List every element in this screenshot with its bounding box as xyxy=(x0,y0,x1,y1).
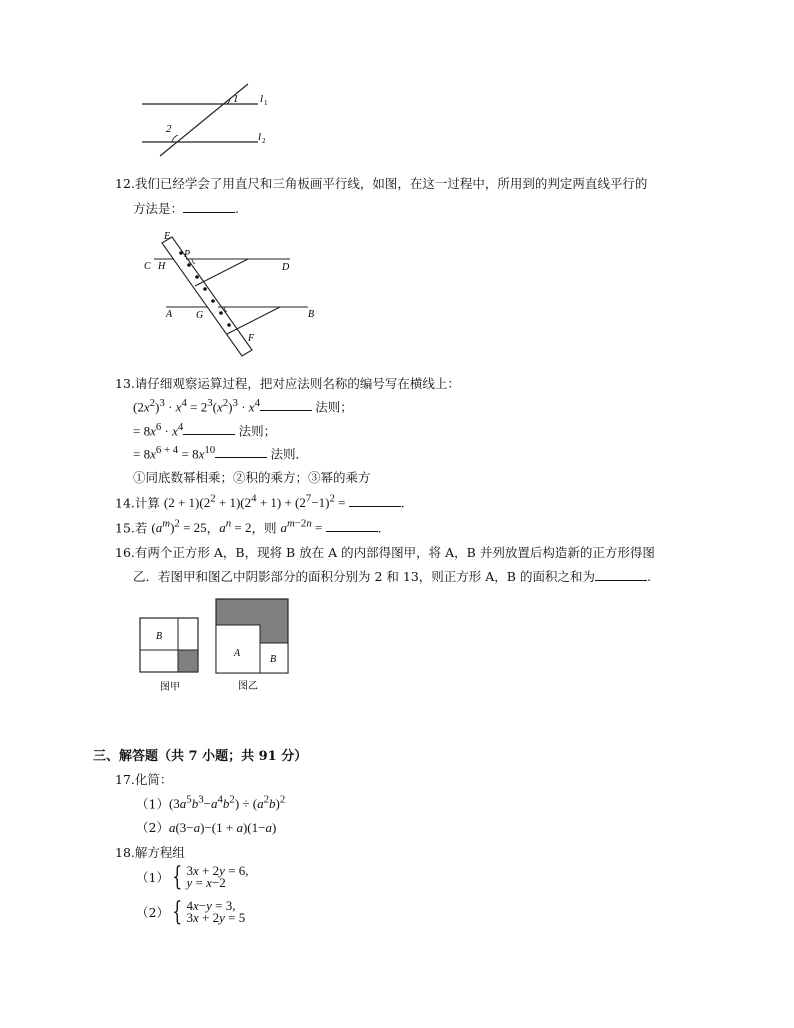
section-3-title: 三、解答题（共 7 小题；共 91 分） xyxy=(93,749,308,764)
point-D-label: D xyxy=(282,262,290,273)
q18-part-1: （1） { 3x + 2y = 6, y = x−2 xyxy=(136,862,249,892)
q17-number: 17. xyxy=(115,772,135,787)
q13-blank-1[interactable] xyxy=(260,399,312,411)
q13-number: 13. xyxy=(115,376,135,391)
q16-line2-suffix: . xyxy=(646,569,651,584)
q12-text-line2 xyxy=(133,199,239,217)
q16-text-line1 xyxy=(115,543,655,561)
q18-part2-label: （2） xyxy=(136,905,169,920)
fig-yi-A-label: A xyxy=(234,648,241,659)
q13-options: ①同底数幂相乘；②积的乘方；③幂的乘方 xyxy=(133,470,371,485)
q17-part2-label: （2） xyxy=(136,820,169,835)
q17-part-2: （2）a(3−a)−(1 + a)(1−a) xyxy=(136,820,277,835)
q13-step-1: $(2x^2)^3 \cdot x^4 = 2^3(x^2)^3 \cdot x^4$ 法则； xyxy=(133,397,353,415)
q17-part-1: $(1)(3a^5b^3-a^4b^2) \div (a^2b)^2$ xyxy=(136,794,286,812)
line-l1-subscript: 1 xyxy=(264,99,268,107)
q16-number: 16. xyxy=(115,545,135,560)
q14-line: 14.计算 $(2 + 1)(2^2 + 1)(2^4 + 1) + (2^7-1)^2$ = . xyxy=(115,493,405,511)
q17-prompt: 化简： xyxy=(134,772,173,787)
q13-step-2: = $8x^6 \cdot x^4$ 法则； xyxy=(133,421,277,439)
parallel-lines-figure xyxy=(130,80,290,160)
figure-jia xyxy=(138,617,202,695)
point-P-label: P xyxy=(184,249,191,260)
point-H-label: H xyxy=(158,261,166,272)
fig-jia-B-label: B xyxy=(156,631,163,642)
q12-line2-suffix: . xyxy=(235,201,239,216)
fig-yi-B-label: B xyxy=(270,654,277,665)
q13-step-3: = $8x^{6 + 4} = 8x^{10}$ 法则． xyxy=(133,444,308,462)
q15-answer-blank[interactable] xyxy=(326,520,378,532)
q13-rule-suffix-2: 法则； xyxy=(238,423,277,439)
q14-number: 14. xyxy=(115,495,135,511)
ruler-triangle-figure xyxy=(140,230,325,360)
q18-number: 18. xyxy=(115,845,135,860)
point-F-label: F xyxy=(248,333,255,344)
fig-jia-caption: 图甲 xyxy=(160,682,180,693)
q18-prompt: 解方程组 xyxy=(134,845,185,860)
q15-comma2: ，则 xyxy=(251,520,277,536)
point-C-label: C xyxy=(144,261,151,272)
q12-line1: 我们已经学会了用直尺和三角板画平行线，如图，在这一过程中，所用到的判定两直线平行的 xyxy=(134,176,648,191)
q13-prompt-line xyxy=(115,374,460,392)
line-l1-label: l xyxy=(260,93,264,105)
q13-rule-suffix-3: 法则． xyxy=(270,446,308,462)
q12-answer-blank[interactable] xyxy=(183,201,235,213)
angle-2-label: 2 xyxy=(166,123,172,135)
angle-1-label: 1 xyxy=(233,93,239,105)
q14-suffix: . xyxy=(400,495,405,511)
line-l2-subscript: 2 xyxy=(262,137,266,145)
figure-yi xyxy=(214,598,294,695)
q16-text-line2 xyxy=(133,567,651,585)
q14-prefix: 计算 xyxy=(134,495,160,511)
q16-answer-blank[interactable] xyxy=(595,569,647,581)
point-B-label: B xyxy=(308,309,315,320)
q18-prompt-line xyxy=(115,843,185,861)
q17-prompt-line xyxy=(115,770,172,788)
q13-blank-3[interactable] xyxy=(215,446,267,458)
q13-blank-2[interactable] xyxy=(183,423,235,435)
q18-part1-label: （1） xyxy=(136,870,169,885)
q12-number: 12. xyxy=(115,176,135,191)
q13-rule-suffix-1: 法则； xyxy=(315,399,353,415)
q18-part-2: （2） { 4x−y = 3, 3x + 2y = 5 xyxy=(136,897,246,927)
point-G-label: G xyxy=(196,310,204,321)
point-A-label: A xyxy=(166,309,173,320)
q17-part1-label: （1） xyxy=(136,796,169,812)
fig-yi-caption: 图乙 xyxy=(238,681,258,692)
q12-text-line1 xyxy=(115,174,647,192)
q14-answer-blank[interactable] xyxy=(349,495,401,507)
q16-line1: 有两个正方形 A，B，现将 B 放在 A 的内部得图甲，将 A，B 并列放置后构造新的正方形得图 xyxy=(134,545,655,560)
line-l2-label: l xyxy=(258,131,262,143)
q15-suffix: . xyxy=(377,520,382,536)
q16-line2-prefix: 乙．若图甲和图乙中阴影部分的面积分别为 2 和 13，则正方形 A，B 的面积之和为 xyxy=(133,569,595,584)
q15-line: 15.若 $(a^m)^2 = 25$，$a^n = 2$，则 $a^{m-2n}$ = . xyxy=(115,518,382,536)
q15-prefix: 若 xyxy=(134,520,148,536)
point-E-label: E xyxy=(164,231,171,242)
q15-number: 15. xyxy=(115,520,135,536)
q15-comma1: ， xyxy=(206,520,220,536)
q12-line2-prefix: 方法是： xyxy=(133,201,184,216)
q13-prompt: 请仔细观察运算过程，把对应法则名称的编号写在横线上： xyxy=(134,376,460,391)
